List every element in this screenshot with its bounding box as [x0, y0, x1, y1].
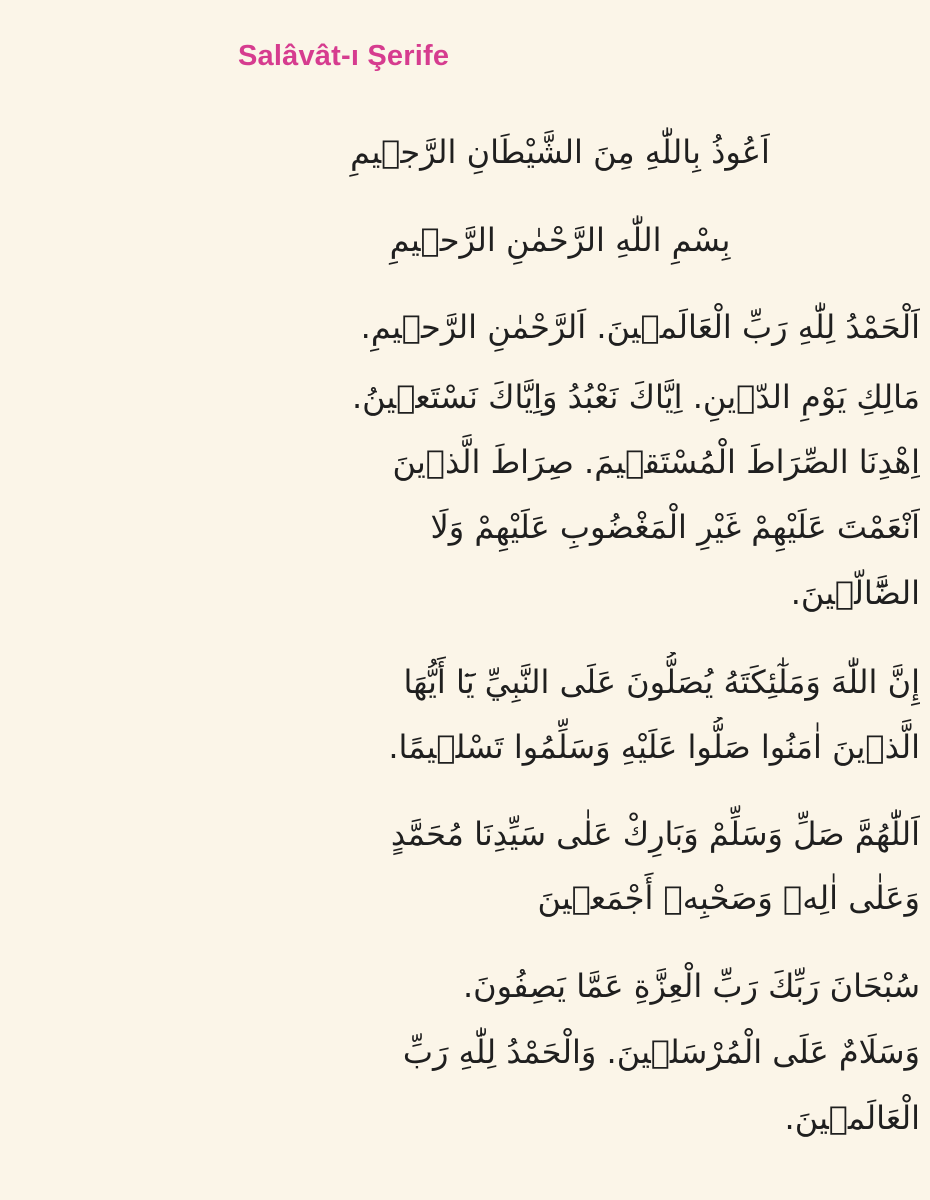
- ahzab-line-2: الَّذ۪ينَ اٰمَنُوا صَلُّوا عَلَيْهِ وَسَلِّمُوا تَسْل۪يمًا.: [388, 728, 920, 766]
- fatiha-line-5: الضَّٓالّ۪ينَ.: [790, 574, 920, 612]
- page-title: Salâvât-ı Şerife: [238, 40, 450, 72]
- ahzab-line-1: إِنَّ اللّٰهَ وَمَلٰٓئِكَتَهُ يُصَلُّونَ عَلَى النَّبِيِّ يَٓا أَيُّهَا: [403, 663, 920, 701]
- besmele-line: بِسْمِ اللّٰهِ الرَّحْمٰنِ الرَّح۪يمِ: [389, 221, 731, 259]
- salavat-line-2: وَعَلٰى اٰلِه۪ وَصَحْبِه۪ أَجْمَع۪ينَ: [537, 879, 920, 917]
- saffat-line-3: الْعَالَم۪ينَ.: [784, 1099, 920, 1137]
- saffat-line-1: سُبْحَانَ رَبِّكَ رَبِّ الْعِزَّةِ عَمَّا يَصِفُونَ.: [462, 967, 920, 1005]
- salavat-line-1: اَللّٰهُمَّ صَلِّ وَسَلِّمْ وَبَارِكْ عَلٰى سَيِّدِنَا مُحَمَّدٍ: [390, 815, 920, 853]
- saffat-line-2: وَسَلَامٌ عَلَى الْمُرْسَل۪ينَ. وَالْحَمْدُ لِلّٰهِ رَبِّ: [402, 1033, 920, 1071]
- fatiha-line-2: مَالِكِ يَوْمِ الدّ۪ينِ. اِيَّاكَ نَعْبُدُ وَاِيَّاكَ نَسْتَع۪ينُ.: [352, 378, 920, 416]
- fatiha-line-1: اَلْحَمْدُ لِلّٰهِ رَبِّ الْعَالَم۪ينَ. اَلرَّحْمٰنِ الرَّح۪يمِ.: [360, 308, 920, 346]
- fatiha-line-4: اَنْعَمْتَ عَلَيْهِمْ غَيْرِ الْمَغْضُوبِ عَلَيْهِمْ وَلَا: [430, 508, 920, 546]
- istiaze-line: اَعُوذُ بِاللّٰهِ مِنَ الشَّيْطَانِ الرَّج۪يمِ: [350, 133, 770, 171]
- fatiha-line-3: اِهْدِنَا الصِّرَاطَ الْمُسْتَق۪يمَ. صِرَاطَ الَّذ۪ينَ: [392, 443, 920, 481]
